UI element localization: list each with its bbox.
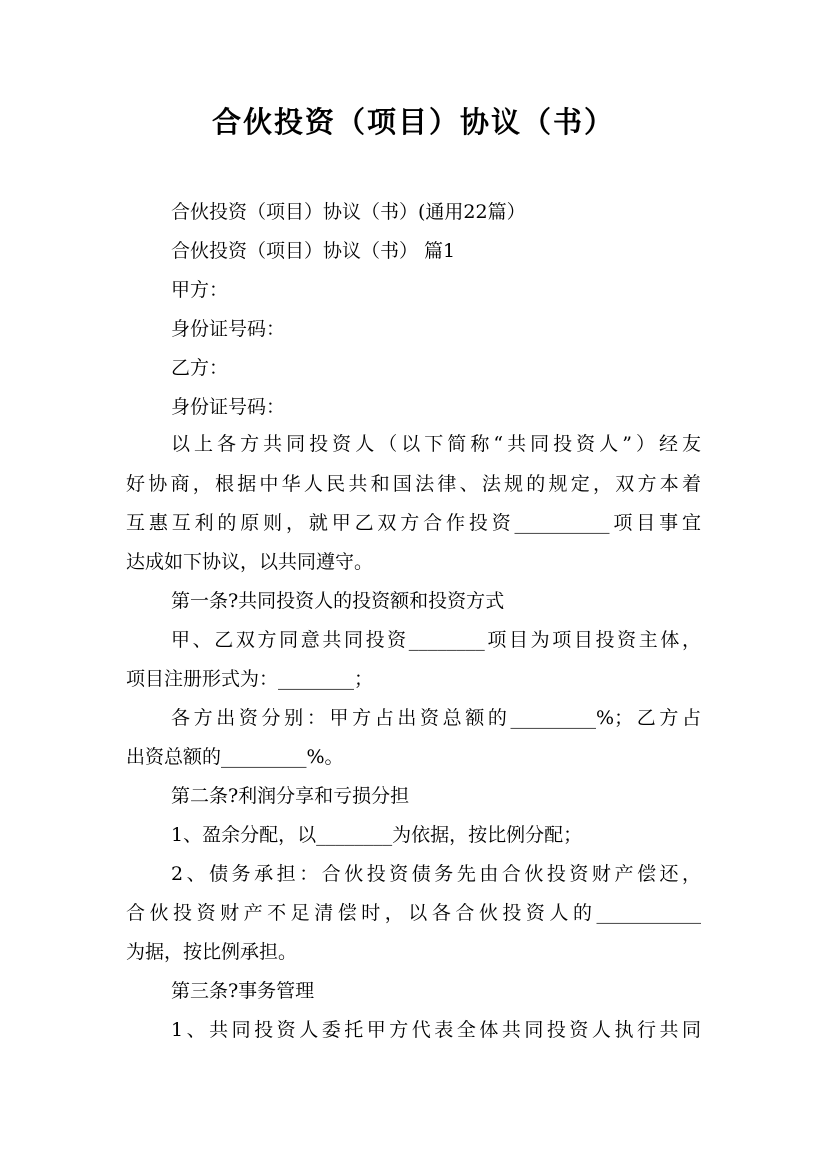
paragraph-line: 甲、乙双方同意共同投资________项目为项目投资主体，: [171, 629, 701, 651]
paragraph-line: 出资总额的_________%。: [126, 746, 344, 768]
paragraph-line: 达成如下协议，以共同遵守。: [126, 551, 374, 573]
party-a-label: 甲方：: [171, 279, 229, 301]
article-heading: 第一条?共同投资人的投资额和投资方式: [171, 590, 505, 612]
party-a-id-label: 身份证号码：: [171, 318, 286, 340]
paragraph-line: 合伙投资财产不足清偿时，以各合伙投资人的___________: [126, 902, 701, 924]
paragraph-line: 以上各方共同投资人（以下简称“共同投资人”）经友: [171, 433, 701, 455]
paragraph-line: 互惠互利的原则，就甲乙双方合作投资__________项目事宜: [126, 512, 701, 534]
paragraph-line: 好协商，根据中华人民共和国法律、法规的规定，双方本着: [126, 473, 701, 495]
paragraph-line: 为据，按比例承担。: [126, 941, 298, 963]
paragraph-line: 项目注册形式为：________；: [126, 668, 374, 690]
subtitle-line: 合伙投资（项目）协议（书）(通用22篇）: [171, 201, 526, 223]
section-heading: 合伙投资（项目）协议（书） 篇1: [171, 240, 456, 262]
paragraph-line: 1、盈余分配，以________为依据，按比例分配；: [171, 824, 583, 846]
article-heading: 第二条?利润分享和亏损分担: [171, 785, 410, 807]
document-title: 合伙投资（项目）协议（书）: [211, 105, 615, 139]
party-b-label: 乙方：: [171, 357, 229, 379]
article-heading: 第三条?事务管理: [171, 980, 315, 1002]
paragraph-line: 各方出资分别：甲方占出资总额的_________%；乙方占: [171, 707, 701, 729]
party-b-id-label: 身份证号码：: [171, 396, 286, 418]
paragraph-line: 1、共同投资人委托甲方代表全体共同投资人执行共同: [171, 1019, 701, 1041]
paragraph-line: 2、债务承担：合伙投资债务先由合伙投资财产偿还，: [171, 863, 701, 885]
